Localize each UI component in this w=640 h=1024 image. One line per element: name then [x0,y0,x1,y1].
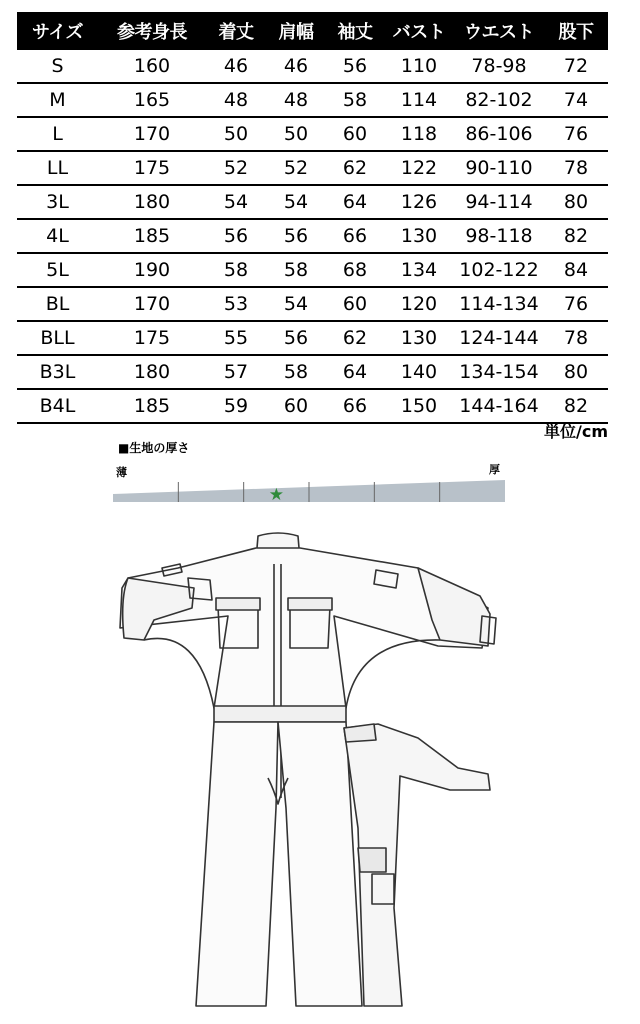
table-cell: 118 [384,117,454,151]
size-table-body [17,50,608,423]
fabric-thickness-title: ■生地の厚さ [118,441,190,455]
table-row [17,50,608,83]
table-row [17,151,608,185]
table-cell: 170 [98,287,206,321]
table-cell: 60 [326,117,384,151]
table-cell: 57 [206,355,266,389]
table-cell: 134-154 [454,355,544,389]
table-cell: BL [17,287,98,321]
table-row [17,219,608,253]
table-cell: S [17,50,98,83]
table-cell: B4L [17,389,98,423]
table-cell: 114-134 [454,287,544,321]
table-cell: 180 [98,355,206,389]
torso [120,548,488,708]
back-view-pocket [358,848,386,872]
table-cell: 62 [326,151,384,185]
table-cell: 54 [206,185,266,219]
table-cell: 5L [17,253,98,287]
table-row [17,321,608,355]
table-cell: 46 [206,50,266,83]
table-cell: 74 [544,83,608,117]
table-row [17,117,608,151]
column-header: 肩幅 [266,12,326,50]
table-cell: 76 [544,117,608,151]
table-cell: 130 [384,321,454,355]
table-cell: LL [17,151,98,185]
table-row [17,389,608,423]
table-cell: 98-118 [454,219,544,253]
table-cell: 122 [384,151,454,185]
table-cell: 80 [544,185,608,219]
table-cell: 80 [544,355,608,389]
column-header: 袖丈 [326,12,384,50]
table-cell: 46 [266,50,326,83]
column-header: 着丈 [206,12,266,50]
table-cell: 86-106 [454,117,544,151]
thin-label: 薄 [116,466,127,479]
back-view-collar [344,724,376,742]
table-cell: 58 [266,253,326,287]
size-table [17,12,608,424]
table-cell: 144-164 [454,389,544,423]
table-cell: 190 [98,253,206,287]
table-cell: 54 [266,185,326,219]
column-header: 参考身長 [98,12,206,50]
table-cell: 82 [544,219,608,253]
table-cell: 66 [326,219,384,253]
fabric-thickness-scale [113,476,507,504]
table-cell: 56 [266,219,326,253]
table-cell: 124-144 [454,321,544,355]
table-cell: 56 [206,219,266,253]
table-row [17,253,608,287]
column-header: 股下 [544,12,608,50]
left-side-seam [144,638,214,708]
table-cell: 54 [266,287,326,321]
table-cell: 130 [384,219,454,253]
table-cell: 50 [206,117,266,151]
table-cell: 165 [98,83,206,117]
table-cell: B3L [17,355,98,389]
table-cell: 52 [266,151,326,185]
table-cell: 94-114 [454,185,544,219]
table-cell: 82 [544,389,608,423]
table-cell: 175 [98,321,206,355]
table-cell: 55 [206,321,266,355]
table-cell: 4L [17,219,98,253]
table-cell: 180 [98,185,206,219]
table-cell: 160 [98,50,206,83]
table-cell: 120 [384,287,454,321]
table-cell: 78 [544,151,608,185]
table-cell: 110 [384,50,454,83]
table-row [17,83,608,117]
table-cell: 56 [266,321,326,355]
table-cell: 90-110 [454,151,544,185]
right-side-seam [346,640,440,708]
column-header: サイズ [17,12,98,50]
table-cell: 50 [266,117,326,151]
left-leg [196,722,278,1006]
table-cell: 134 [384,253,454,287]
table-cell: 102-122 [454,253,544,287]
thick-label: 厚 [489,463,500,476]
table-row [17,355,608,389]
column-header: バスト [384,12,454,50]
coverall-illustration [118,528,498,1013]
table-cell: 48 [266,83,326,117]
table-cell: 82-102 [454,83,544,117]
left-sleeve [123,578,194,640]
table-cell: 62 [326,321,384,355]
table-cell: 58 [266,355,326,389]
table-cell: 185 [98,389,206,423]
thickness-marker-star-icon: ★ [268,485,284,504]
table-cell: 126 [384,185,454,219]
table-cell: 185 [98,219,206,253]
table-cell: 84 [544,253,608,287]
table-row [17,185,608,219]
size-table-header [17,12,608,50]
table-cell: 64 [326,185,384,219]
table-cell: 60 [266,389,326,423]
table-row [17,287,608,321]
table-cell: 52 [206,151,266,185]
table-cell: 58 [326,83,384,117]
column-header: ウエスト [454,12,544,50]
table-cell: 58 [206,253,266,287]
right-pocket-flap [288,598,332,610]
table-cell: 56 [326,50,384,83]
table-cell: 3L [17,185,98,219]
waist-belt [214,706,346,722]
left-pocket-flap [216,598,260,610]
table-cell: 53 [206,287,266,321]
table-cell: 68 [326,253,384,287]
table-cell: 140 [384,355,454,389]
table-cell: L [17,117,98,151]
table-cell: 150 [384,389,454,423]
table-cell: 170 [98,117,206,151]
table-cell: 72 [544,50,608,83]
table-cell: 76 [544,287,608,321]
table-cell: 78-98 [454,50,544,83]
table-cell: 48 [206,83,266,117]
table-cell: 175 [98,151,206,185]
unit-label: 単位/cm [543,422,608,441]
table-cell: 59 [206,389,266,423]
table-cell: 60 [326,287,384,321]
table-cell: BLL [17,321,98,355]
table-cell: M [17,83,98,117]
table-cell: 114 [384,83,454,117]
table-cell: 64 [326,355,384,389]
table-cell: 66 [326,389,384,423]
table-cell: 78 [544,321,608,355]
